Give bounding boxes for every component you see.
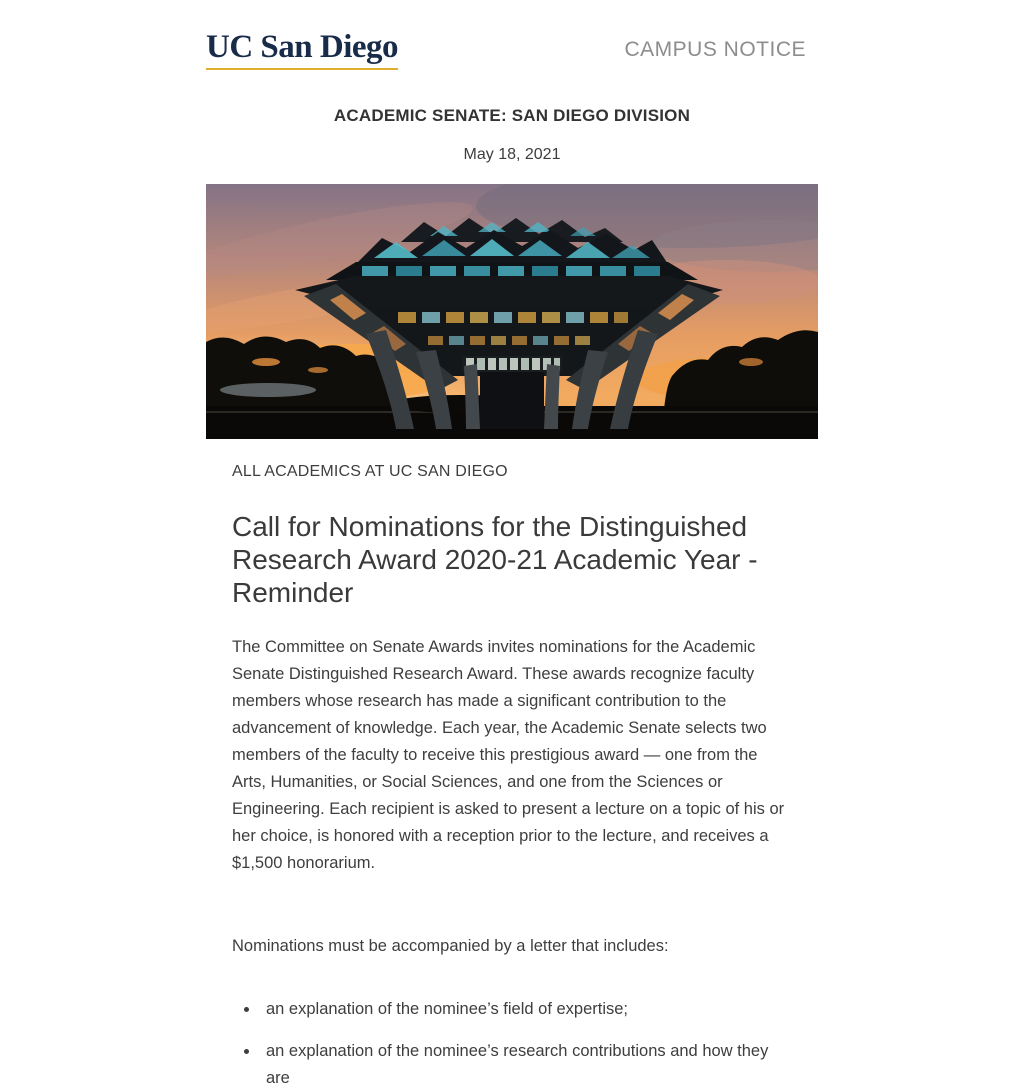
notice-title: Call for Nominations for the Distinguished Research Award 2020-21 Academic Year - Reminder (232, 510, 758, 608)
page-header (206, 0, 818, 70)
ucsd-logo[interactable]: UC San Diego (206, 30, 398, 70)
requirement-item: • an explanation of the nominee’s research contributions and how they are (260, 1038, 793, 1092)
notice-article (206, 463, 818, 1092)
geisel-library-photo (206, 184, 818, 439)
geisel-library-illustration (206, 184, 818, 439)
division-heading: ACADEMIC SENATE: SAN DIEGO DIVISION (333, 105, 691, 125)
notice-date: May 18, 2021 (463, 145, 561, 163)
requirement-item: • an explanation of the nominee’s field of expertise; (260, 996, 793, 1023)
campus-notice-page (206, 0, 818, 1092)
audience-line: ALL ACADEMICS AT UC SAN DIEGO (232, 462, 508, 480)
campus-notice-label: CAMPUS NOTICE (624, 37, 806, 61)
requirements-list (232, 996, 793, 1092)
list-intro: Nominations must be accompanied by a letter that includes: (232, 936, 669, 955)
intro-paragraph: The Committee on Senate Awards invites nominations for the Academic Senate Distinguished Research Award. These awards recognize faculty members whose research has made a significant contribution to the advancement of knowledge. Each year, the Academic Senate selects two members of the faculty to receive this prestigious award — one from the Arts, Humanities, or Social Sciences, and one from the Sciences or Engineering. Each recipient is asked to present a lecture on a topic of his or her choice, is honored with a reception prior to the lecture, and receives a $1,500 honorarium. (232, 637, 785, 872)
